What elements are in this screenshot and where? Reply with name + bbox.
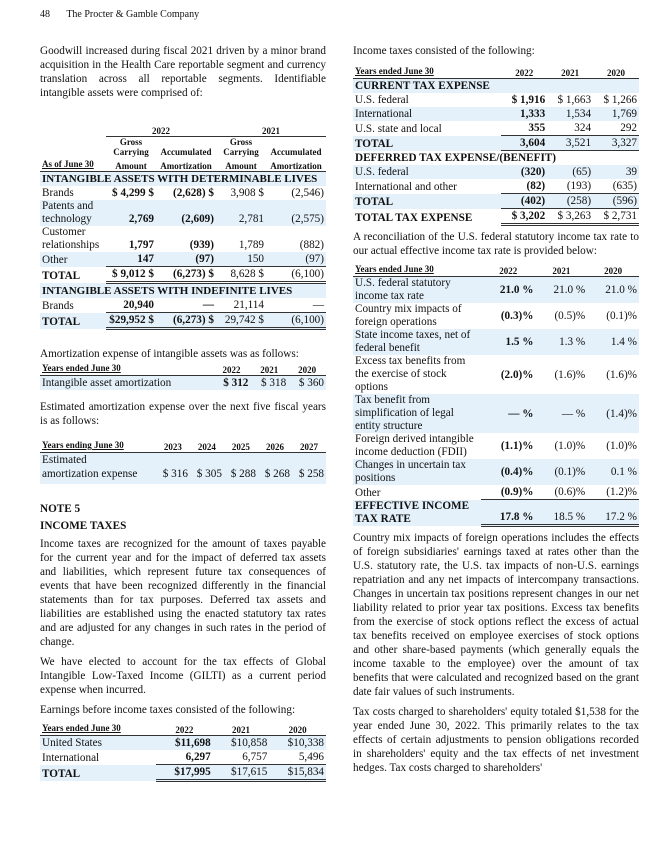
table-row xyxy=(353,329,639,355)
row-label: Country mix impacts of foreign operations xyxy=(355,303,462,328)
year-header: 2022 xyxy=(501,64,547,79)
income-taxes-paragraph: Income taxes are recognized for the amount of taxes payable for the current year and for the impact of deferred tax assets and liabilities, which represent future tax consequences of events that have been recognized differently in the financial statements than for tax purposes. Deferred tax assets and liabilities are established using the enacted statutory tax rates and are adjusted for any changes in such rates in the period of change. xyxy=(40,538,326,648)
cell: (258) xyxy=(547,194,593,209)
table-row xyxy=(40,226,326,252)
cell: $ 1,663 xyxy=(557,94,592,106)
row-label: Patents and technology xyxy=(42,200,94,225)
cell: 5,496 xyxy=(269,750,326,765)
cell: (193) xyxy=(547,179,593,194)
note-number: NOTE 5 xyxy=(40,503,81,515)
carrying-label: Carrying xyxy=(223,147,259,157)
cell: 2,781 xyxy=(238,213,264,225)
year-header: 2020 xyxy=(587,262,639,277)
cell: (97) xyxy=(156,252,216,267)
earnings-before-tax-table xyxy=(40,721,326,782)
table-row xyxy=(40,267,326,283)
cell: 292 xyxy=(593,121,639,136)
cell: 2,769 xyxy=(128,213,154,225)
table-row xyxy=(40,313,326,329)
income-tax-table xyxy=(353,64,639,226)
year-header: 2027 xyxy=(292,438,326,453)
row-label: amortization expense xyxy=(42,468,138,480)
table-row xyxy=(353,194,639,209)
amortization-paragraph: Amortization expense of intangible assets was as follows: xyxy=(40,348,299,360)
row-label: Excess tax benefits from the exercise of stock options xyxy=(355,355,466,393)
cell: — xyxy=(156,298,216,313)
row-label: Customer relationships xyxy=(42,226,100,251)
cell: (6,100) xyxy=(266,267,326,283)
cell: (1.1)% xyxy=(500,440,534,452)
cell: $17,615 xyxy=(213,765,270,781)
row-label: Changes in uncertain tax positions xyxy=(355,459,466,484)
cell: (1.2)% xyxy=(587,485,639,500)
row-label: International xyxy=(355,108,413,120)
tax-rate-reconciliation-table xyxy=(353,262,639,527)
row-label: TOTAL TAX EXPENSE xyxy=(355,211,473,224)
cell: 1.3 % xyxy=(559,336,586,348)
cell: 150 xyxy=(216,252,266,267)
cell: (2.0)% xyxy=(500,368,534,381)
accumulated-label: Accumulated xyxy=(160,147,212,157)
cell: 21,114 xyxy=(216,298,266,313)
years-header: Years ending June 30 xyxy=(42,440,124,450)
gilti-paragraph: We have elected to account for the tax effects of Global Intangible Low-Taxed Income (GILTI) as a current period expense when incurred. xyxy=(40,656,326,696)
row-label: Tax benefit from simplification of legal entity structure xyxy=(355,394,454,432)
cell: 21.0 % xyxy=(605,284,637,296)
row-label: U.S. federal xyxy=(355,94,409,106)
table-row xyxy=(353,394,639,433)
income-taxes-paragraph: Income taxes consisted of the following: xyxy=(353,45,535,57)
table-row xyxy=(40,765,326,781)
cell: 29,742 $ xyxy=(216,313,266,329)
cell: (635) xyxy=(593,179,639,194)
cell: $ 4,299 $ xyxy=(112,187,154,199)
table-row xyxy=(40,186,326,200)
table-row xyxy=(353,179,639,194)
row-label: TOTAL xyxy=(42,315,81,328)
row-label: EFFECTIVE INCOME TAX RATE xyxy=(355,499,470,525)
deferred-tax-heading: DEFERRED TAX EXPENSE/(BENEFIT) xyxy=(355,152,556,164)
page-number: 48 xyxy=(40,9,50,20)
cell: (0.5)% xyxy=(554,310,586,322)
table-row xyxy=(353,277,639,304)
reconciliation-paragraph: A reconciliation of the U.S. federal statutory income tax rate to our actual effective income tax rate is provided below: xyxy=(353,231,639,257)
left-column xyxy=(40,44,326,782)
cell: $ 3,263 xyxy=(547,209,593,225)
year-header: 2022 xyxy=(213,361,251,376)
note-title: INCOME TAXES xyxy=(40,520,127,532)
cell: (2,628) $ xyxy=(172,187,214,199)
table-row xyxy=(353,433,639,459)
cell: $15,834 xyxy=(269,765,326,781)
cell: (939) xyxy=(189,239,214,251)
year-header: 2021 xyxy=(213,721,270,736)
cell: $ 305 xyxy=(196,468,222,480)
cell: 1,797 xyxy=(128,239,154,251)
cell: (1.0)% xyxy=(606,440,637,452)
year-header: 2022 xyxy=(156,721,213,736)
row-label: TOTAL xyxy=(355,137,394,150)
year-header: 2020 xyxy=(269,721,326,736)
cell: 147 xyxy=(106,252,156,267)
cell: (6,273) $ xyxy=(156,267,216,283)
cell: $ 1,916 xyxy=(511,94,546,106)
row-label: TOTAL xyxy=(42,767,81,780)
cell: 18.5 % xyxy=(535,500,587,526)
carrying-label: Carrying xyxy=(113,147,149,157)
cell: 3,521 xyxy=(547,136,593,151)
row-label: State income taxes, net of federal benefit xyxy=(355,329,471,354)
cell: $ 318 xyxy=(261,377,287,389)
year-header: 2024 xyxy=(190,438,224,453)
cell: (82) xyxy=(501,179,547,194)
table-row xyxy=(40,298,326,313)
table-row xyxy=(353,355,639,394)
row-label: Intangible asset amortization xyxy=(42,377,172,389)
table-row xyxy=(353,136,639,151)
amount-label: Amount xyxy=(115,161,147,171)
cell: $ 288 xyxy=(230,468,256,480)
cell: (0.1)% xyxy=(606,310,637,322)
row-label: U.S. state and local xyxy=(355,122,442,135)
estimated-paragraph: Estimated amortization expense over the next five fiscal years is as follows: xyxy=(40,401,326,427)
cell: — xyxy=(266,298,326,313)
cell: 39 xyxy=(625,166,637,178)
year-header: 2020 xyxy=(288,361,326,376)
row-label: Foreign derived intangible income deduction (FDII) xyxy=(355,433,474,458)
gross-label: Gross xyxy=(229,137,253,147)
cell: 3,604 xyxy=(501,136,547,151)
cell: (1.6)% xyxy=(606,368,637,381)
year-2021-header: 2021 xyxy=(216,126,326,137)
cell: (0.3)% xyxy=(500,310,534,322)
country-mix-paragraph: Country mix impacts of foreign operations includes the effects of foreign subsidiaries' earnings taxed at rates other than the U.S. statutory rate, the U.S. tax impacts of non-U.S. earnings repatriation and any net impacts of intercompany transactions. Changes in uncertain tax positions represent changes in our net liability related to prior year tax positions. Excess tax benefits from the exercise of stock options reflect the excess of actual tax benefits received on employee exercises of stock options and other share-based payments (which generally equals the income taxable to the employee) over the amount of tax benefits that were calculated and recognized based on the grant date fair values of such instruments. xyxy=(353,532,639,698)
tax-costs-paragraph: Tax costs charged to shareholders' equity totaled $1,538 for the year ended June 30, 2022. This primarily relates to the tax effects of certain adjustments to pension obligations recorded in shareholders' equity and the tax effects of net investment hedges. Tax costs charged to shareholders' xyxy=(353,706,639,774)
cell: (97) xyxy=(266,252,326,267)
cell: 1,769 xyxy=(611,108,637,120)
cell: (402) xyxy=(501,194,547,209)
cell: $17,995 xyxy=(156,765,213,781)
cell: 6,757 xyxy=(213,750,270,765)
year-2022-header: 2022 xyxy=(106,126,216,137)
cell: $ 2,731 xyxy=(593,209,639,225)
cell: (2,609) xyxy=(181,213,214,225)
cell: $ 258 xyxy=(298,468,324,480)
cell: $ 360 xyxy=(298,377,324,389)
year-header: 2021 xyxy=(547,64,593,79)
cell: (1.4)% xyxy=(606,407,637,420)
cell: 1,789 xyxy=(238,239,264,251)
cell: — % xyxy=(561,407,586,420)
table-row xyxy=(353,459,639,485)
table-row xyxy=(353,121,639,136)
cell: $11,698 xyxy=(174,737,211,749)
estimated-amortization-table xyxy=(40,438,326,484)
cell: 17.2 % xyxy=(587,500,639,526)
cell: 3,327 xyxy=(593,136,639,151)
table-row xyxy=(353,303,639,329)
table-row xyxy=(40,750,326,765)
as-of-label: As of June 30 xyxy=(42,159,94,169)
right-column xyxy=(353,44,639,775)
cell: (0.6)% xyxy=(535,485,587,500)
table-row xyxy=(40,376,326,391)
year-header: 2025 xyxy=(224,438,258,453)
cell: 1,333 xyxy=(519,108,546,120)
goodwill-paragraph: Goodwill increased during fiscal 2021 driven by a minor brand acquisition in the Health Care reportable segment and currency translation across all reportable segments. Identifiable intangible assets were comprised of: xyxy=(40,45,326,99)
table-row xyxy=(353,165,639,179)
cell: (6,273) $ xyxy=(156,313,216,329)
current-tax-heading: CURRENT TAX EXPENSE xyxy=(355,80,490,92)
cell: 21.0 % xyxy=(553,284,586,296)
row-label: TOTAL xyxy=(355,195,394,208)
row-label: Other xyxy=(42,253,68,266)
cell: (2,546) xyxy=(291,187,324,199)
table-row xyxy=(353,93,639,107)
cell: 17.8 % xyxy=(481,500,535,526)
table-row xyxy=(353,209,639,225)
cell: (882) xyxy=(299,239,324,251)
page-header xyxy=(40,9,199,20)
table-row xyxy=(40,200,326,226)
cell: 1,534 xyxy=(565,108,592,120)
years-header: Years ended June 30 xyxy=(42,363,121,373)
indefinite-lives-heading: INTANGIBLE ASSETS WITH INDEFINITE LIVES xyxy=(42,285,293,297)
row-label: Brands xyxy=(42,299,74,312)
year-header: 2022 xyxy=(481,262,535,277)
row-label: International xyxy=(42,751,100,764)
year-header: 2021 xyxy=(535,262,587,277)
cell: (0.9)% xyxy=(481,485,535,500)
amortization-label: Amortization xyxy=(270,161,322,171)
row-label: U.S. federal statutory income tax rate xyxy=(355,277,451,302)
table-row xyxy=(40,467,326,484)
cell: $10,858 xyxy=(231,737,268,749)
cell: 355 xyxy=(501,121,547,136)
cell: (0.4)% xyxy=(500,466,534,478)
cell: (2,575) xyxy=(291,213,324,225)
row-label: TOTAL xyxy=(42,269,81,282)
cell: 20,940 xyxy=(106,298,156,313)
cell: $ 1,266 xyxy=(603,94,637,106)
cell: (1.6)% xyxy=(554,368,586,381)
cell: $ 312 xyxy=(223,377,249,389)
cell: $10,338 xyxy=(287,737,324,749)
cell: (0.1)% xyxy=(554,466,586,478)
year-header: 2021 xyxy=(250,361,288,376)
cell: 1.5 % xyxy=(505,336,534,348)
year-header: 2023 xyxy=(156,438,190,453)
cell: 6,297 xyxy=(156,750,213,765)
amortization-label: Amortization xyxy=(160,161,212,171)
cell: — % xyxy=(508,407,534,420)
company-name: The Procter & Gamble Company xyxy=(66,9,200,20)
table-row xyxy=(40,736,326,751)
years-header: Years ended June 30 xyxy=(355,264,434,274)
years-header: Years ended June 30 xyxy=(355,66,434,76)
cell: 21.0 % xyxy=(499,284,534,296)
earnings-paragraph: Earnings before income taxes consisted of the following: xyxy=(40,704,296,716)
amortization-table xyxy=(40,361,326,390)
cell: 3,908 $ xyxy=(230,187,264,199)
years-header: Years ended June 30 xyxy=(42,723,121,733)
cell: 0.1 % xyxy=(610,466,637,478)
row-label: U.S. federal xyxy=(355,166,409,178)
cell: (6,100) xyxy=(266,313,326,329)
gross-label: Gross xyxy=(119,137,143,147)
cell: $ 268 xyxy=(264,468,290,480)
table-row xyxy=(353,485,639,500)
table-row xyxy=(353,500,639,526)
cell: $ 9,012 $ xyxy=(106,267,156,283)
accumulated-label: Accumulated xyxy=(270,147,322,157)
intangible-assets-table xyxy=(40,126,326,330)
cell: (596) xyxy=(593,194,639,209)
table-row xyxy=(353,107,639,121)
table-row xyxy=(40,252,326,267)
cell: 1.4 % xyxy=(610,336,637,348)
cell: 324 xyxy=(547,121,593,136)
row-label: Estimated xyxy=(42,454,87,466)
cell: $ 3,202 xyxy=(501,209,547,225)
year-header: 2026 xyxy=(258,438,292,453)
cell: (65) xyxy=(572,166,592,178)
row-label: Other xyxy=(355,486,381,499)
cell: $ 316 xyxy=(162,468,188,480)
year-header: 2020 xyxy=(593,64,639,79)
amount-label: Amount xyxy=(225,161,257,171)
determinable-lives-heading: INTANGIBLE ASSETS WITH DETERMINABLE LIVES xyxy=(42,173,318,185)
row-label: International and other xyxy=(355,180,457,193)
cell: (320) xyxy=(520,166,546,178)
cell: $29,952 $ xyxy=(106,313,156,329)
row-label: United States xyxy=(42,737,102,749)
row-label: Brands xyxy=(42,187,74,199)
cell: (1.0)% xyxy=(554,440,586,452)
cell: 8,628 $ xyxy=(216,267,266,283)
